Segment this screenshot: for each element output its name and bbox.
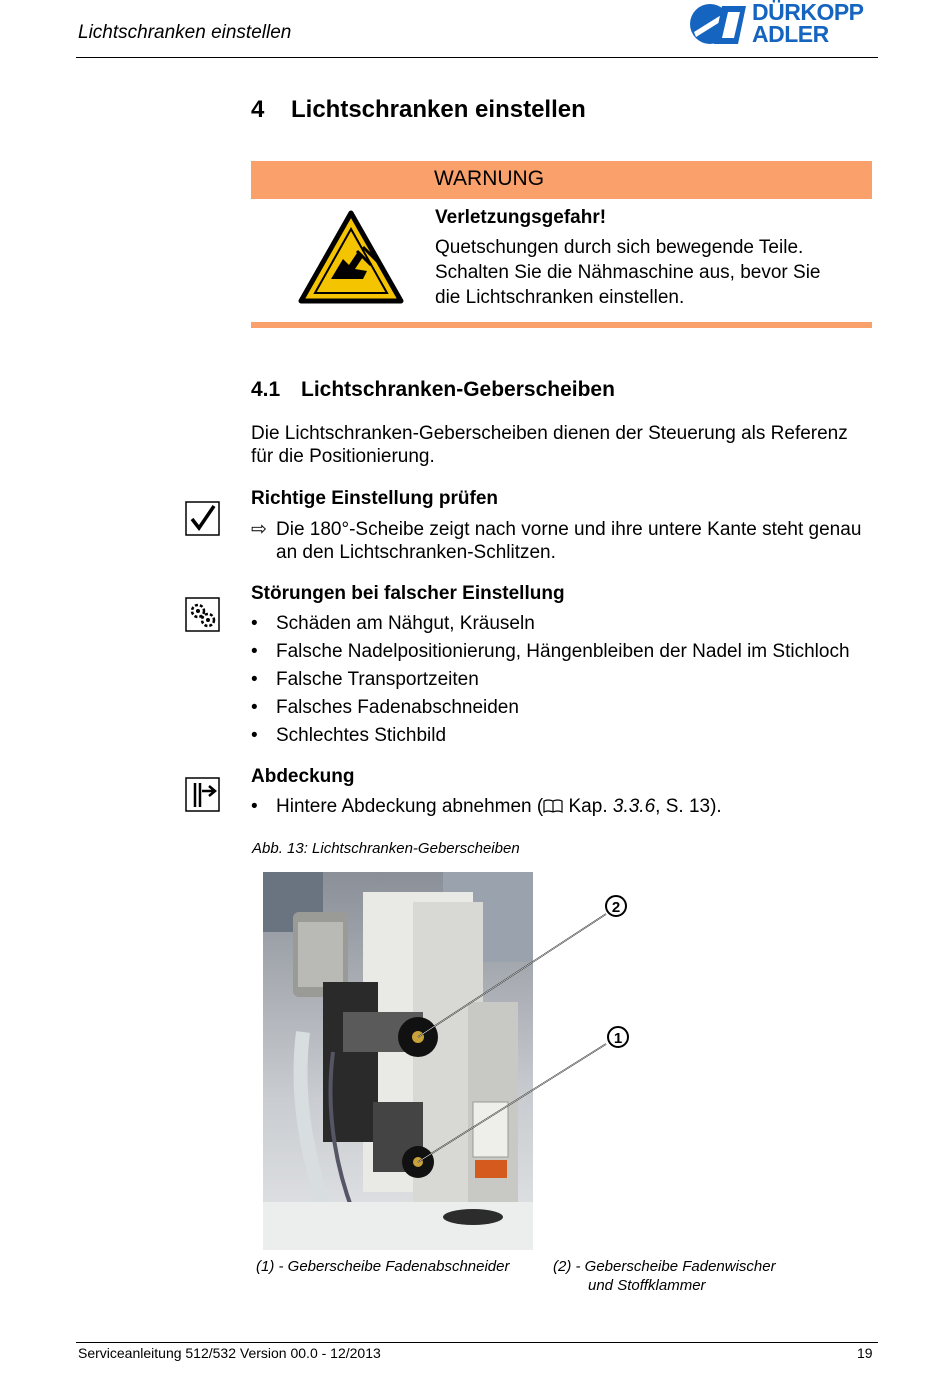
check-line-2: an den Lichtschranken-Schlitzen.	[276, 542, 556, 563]
list-item: • Hintere Abdeckung abnehmen ( Kap. 3.3.6, S. 13).	[251, 796, 722, 817]
figure-caption: Abb. 13: Lichtschranken-Geberscheiben	[252, 840, 520, 857]
section-heading	[251, 378, 615, 402]
warning-line-2: Schalten Sie die Nähmaschine aus, bevor Sie	[435, 262, 821, 283]
callout-2: 2	[611, 899, 621, 916]
list-item: • Falsches Fadenabschneiden	[251, 697, 519, 718]
running-title: Lichtschranken einstellen	[78, 22, 292, 43]
warning-bar	[251, 161, 872, 199]
section-title: Lichtschranken-Geberscheiben	[301, 378, 615, 401]
check-heading: Richtige Einstellung prüfen	[251, 488, 499, 509]
page-number: 19	[857, 1345, 873, 1361]
faults-heading: Störungen bei falscher Einstellung	[251, 583, 565, 604]
cover-heading: Abdeckung	[251, 766, 355, 787]
header-rule	[76, 57, 878, 58]
logo-line1: DÜRKOPP	[752, 0, 864, 25]
warning-headline: Verletzungsgefahr!	[435, 207, 607, 228]
logo-text	[752, 1, 864, 45]
intro-line-2: für die Positionierung.	[251, 446, 435, 467]
book-icon	[543, 799, 563, 813]
legend-2-line-1: (2) - Geberscheibe Fadenwischer	[553, 1258, 776, 1275]
warning-line-1: Quetschungen durch sich bewegende Teile.	[435, 237, 804, 258]
cover-list	[251, 793, 891, 821]
intro-line-1: Die Lichtschranken-Geberscheiben dienen der Steuerung als Referenz	[251, 423, 848, 444]
chapter-heading	[251, 96, 586, 124]
check-line-1: Die 180°-Scheibe zeigt nach vorne und ihre untere Kante steht genau	[276, 519, 862, 540]
warning-label: WARNUNG	[434, 167, 545, 190]
section-intro	[251, 422, 881, 468]
section-number: 4.1	[251, 378, 281, 401]
list-item: • Schäden am Nähgut, Kräuseln	[251, 613, 535, 634]
chapter-title: Lichtschranken einstellen	[291, 96, 586, 123]
legend-1: (1) - Geberscheibe Fadenabschneider	[256, 1258, 510, 1275]
list-item: • Schlechtes Stichbild	[251, 725, 447, 746]
footer-document-info: Serviceanleitung 512/532 Version 00.0 - 12/2013	[78, 1345, 381, 1361]
checkmark-icon	[185, 501, 220, 536]
gears-icon	[185, 597, 220, 632]
faults-list	[251, 610, 891, 750]
check-result	[251, 518, 891, 564]
figure-callouts	[263, 872, 643, 1250]
legend-2	[553, 1257, 776, 1295]
warning-bottom-rule	[251, 322, 872, 328]
footer-rule	[76, 1342, 878, 1343]
cross-reference-link[interactable]: 3.3.6	[612, 796, 656, 817]
callout-1: 1	[613, 1030, 623, 1047]
legend-2-line-2: und Stoffklammer	[588, 1277, 706, 1294]
list-item: • Falsche Nadelpositionierung, Hängenbleiben der Nadel im Stichloch	[251, 641, 850, 662]
warning-line-3: die Lichtschranken einstellen.	[435, 287, 685, 308]
list-item: • Falsche Transportzeiten	[251, 669, 479, 690]
result-arrow-icon: ⇨	[251, 519, 267, 540]
crush-hazard-warning-icon	[297, 209, 405, 305]
cover-icon	[185, 777, 220, 812]
warning-text	[435, 205, 821, 310]
chapter-number: 4	[251, 96, 265, 123]
logo-line2: ADLER	[752, 21, 829, 47]
